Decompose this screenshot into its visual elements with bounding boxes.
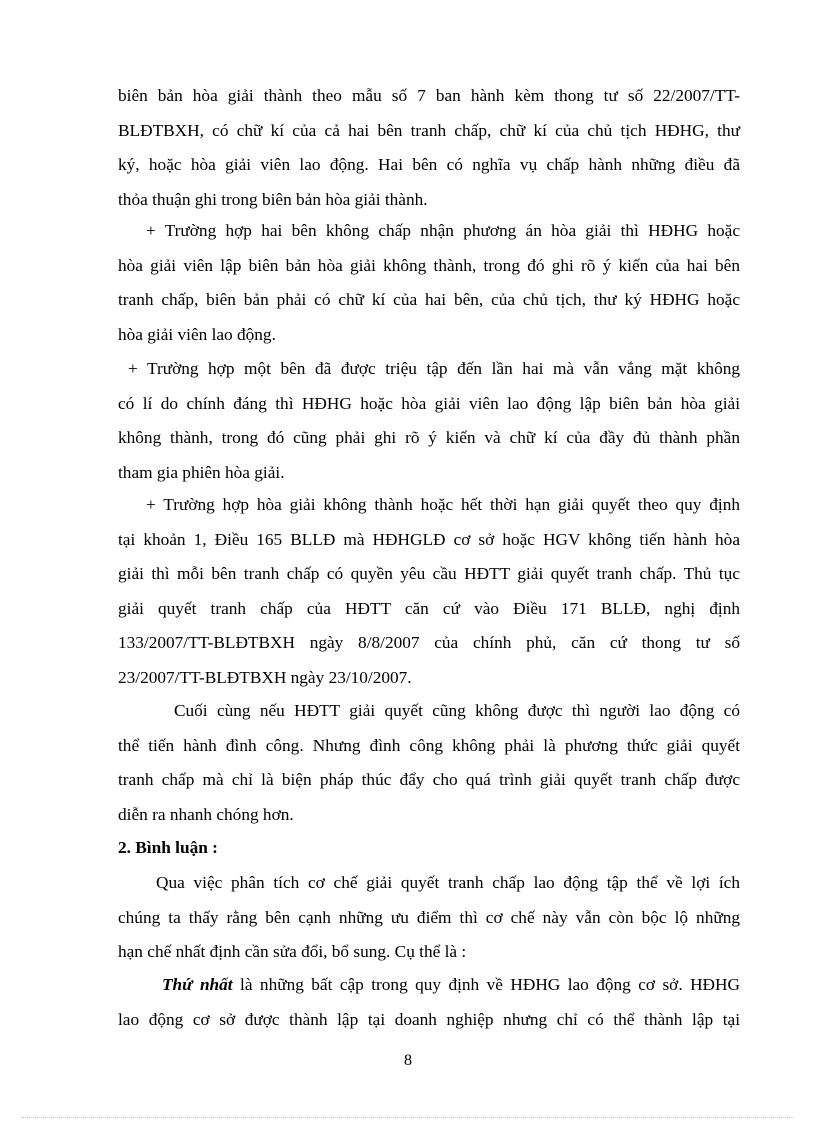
paragraph-line: diễn ra nhanh chóng hơn.	[118, 804, 294, 824]
paragraph-line: hạn chế nhất định cần sửa đổi, bổ sung. Cụ thể là :	[118, 942, 467, 962]
first-point-text: là những bất cập trong quy định về HĐHG lao động cơ sở. HĐHG	[232, 975, 740, 994]
paragraph-line: tham gia phiên hòa giải.	[118, 462, 285, 482]
paragraph-line: giải quyết tranh chấp của HĐTT căn cứ vào Điều 171 BLLĐ, nghị định	[118, 598, 740, 618]
paragraph-line: tại khoản 1, Điều 165 BLLĐ mà HĐHGLĐ cơ sở hoặc HGV không tiến hành hòa	[118, 529, 740, 549]
paragraph-line: không thành, trong đó cũng phải ghi rõ ý kiến và chữ kí của đầy đủ thành phần	[118, 428, 740, 448]
paragraph-line: thỏa thuận ghi trong biên bản hòa giải thành.	[118, 189, 428, 209]
emphasis-first: Thứ nhất	[162, 975, 233, 994]
page-bottom-rule	[22, 1117, 794, 1118]
paragraph-line: có lí do chính đáng thì HĐHG hoặc hòa giải viên lao động lập biên bản hòa giải	[118, 393, 740, 413]
paragraph-line: lao động cơ sở được thành lập tại doanh nghiệp nhưng chỉ có thể thành lập tại	[118, 1009, 740, 1029]
section-heading: 2. Bình luận :	[118, 838, 218, 857]
paragraph-line: giải thì mỗi bên tranh chấp có quyền yêu cầu HĐTT giải quyết tranh chấp. Thủ tục	[118, 564, 740, 584]
paragraph-commentary	[118, 866, 740, 970]
paragraph-strike	[118, 694, 740, 832]
page-number: 8	[404, 1052, 412, 1069]
paragraph-no-agreement	[118, 214, 740, 352]
paragraph-arbitration-request	[118, 488, 740, 696]
paragraph-line: 23/2007/TT-BLĐTBXH ngày 23/10/2007.	[118, 667, 412, 687]
paragraph-line: + Trường hợp hai bên không chấp nhận phương án hòa giải thì HĐHG hoặc	[146, 221, 740, 240]
paragraph-line: tranh chấp mà chỉ là biện pháp thúc đẩy cho quá trình giải quyết tranh chấp được	[118, 770, 740, 790]
paragraph-first-point	[118, 968, 740, 1037]
paragraph-line: biên bản hòa giải thành theo mẫu số 7 ban hành kèm thong tư số 22/2007/TT-	[118, 86, 740, 105]
paragraph-conciliation-success	[118, 79, 740, 217]
paragraph-line: ký, hoặc hòa giải viên lao động. Hai bên có nghĩa vụ chấp hành những điều đã	[118, 155, 740, 175]
paragraph-line: Qua việc phân tích cơ chế giải quyết tranh chấp lao động tập thể về lợi ích	[156, 873, 740, 892]
paragraph-line: hòa giải viên lao động.	[118, 324, 276, 344]
paragraph-line: BLĐTBXH, có chữ kí của cả hai bên tranh chấp, chữ kí của chủ tịch HĐHG, thư	[118, 120, 740, 140]
paragraph-line: chúng ta thấy rằng bên cạnh những ưu điểm thì cơ chế này vẫn còn bộc lộ những	[118, 907, 740, 927]
paragraph-absent-party	[118, 352, 740, 490]
paragraph-line: hòa giải viên lập biên bản hòa giải không thành, trong đó ghi rõ ý kiến của hai bên	[118, 255, 740, 275]
paragraph-line: thể tiến hành đình công. Nhưng đình công không phải là phương thức giải quyết	[118, 735, 740, 755]
paragraph-line: + Trường hợp một bên đã được triệu tập đến lần hai mà vẫn vắng mặt không	[128, 359, 740, 378]
paragraph-line: + Trường hợp hòa giải không thành hoặc hết thời hạn giải quyết theo quy định	[146, 495, 740, 514]
paragraph-line: 133/2007/TT-BLĐTBXH ngày 8/8/2007 của chính phủ, căn cứ thong tư số	[118, 633, 740, 653]
paragraph-line: Cuối cùng nếu HĐTT giải quyết cũng không được thì người lao động có	[174, 701, 740, 720]
paragraph-line	[118, 968, 740, 1003]
paragraph-line: tranh chấp, biên bản phải có chữ kí của hai bên, của chủ tịch, thư ký HĐHG hoặc	[118, 290, 740, 310]
